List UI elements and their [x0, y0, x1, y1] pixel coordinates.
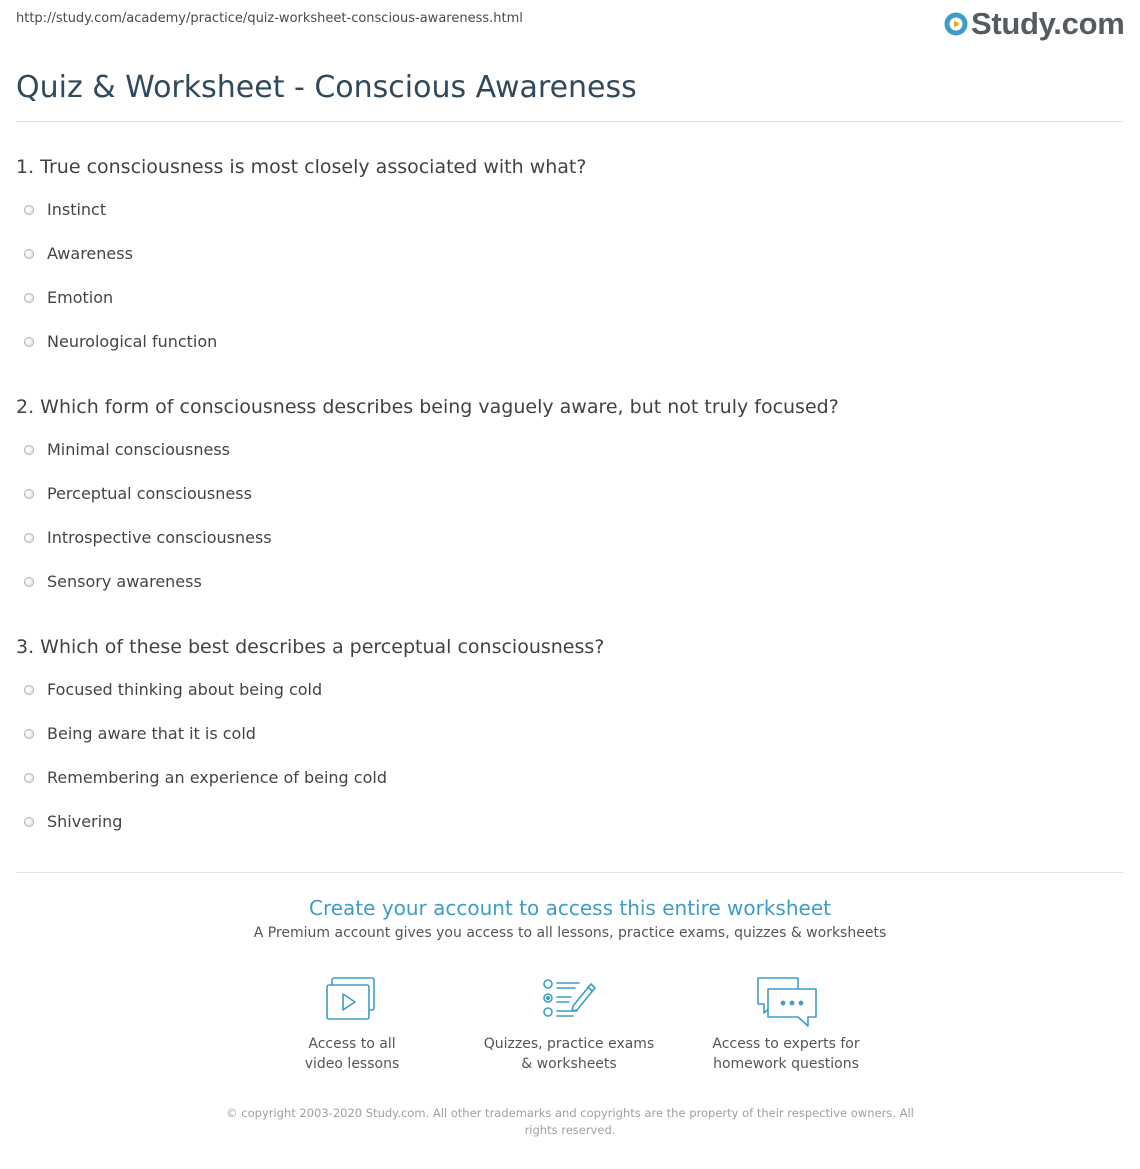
- option-label: Being aware that it is cold: [47, 724, 256, 743]
- option-label: Focused thinking about being cold: [47, 680, 323, 699]
- answer-option[interactable]: [24, 768, 387, 787]
- option-label: Awareness: [47, 244, 133, 263]
- radio-button[interactable]: [24, 293, 34, 303]
- answer-option[interactable]: [24, 724, 256, 743]
- feature-experts: [686, 976, 886, 1074]
- radio-button[interactable]: [24, 205, 34, 215]
- play-logo-icon: [944, 12, 968, 36]
- answer-option[interactable]: [24, 440, 230, 459]
- feature-label: Access to experts for homework questions: [712, 1036, 860, 1072]
- option-label: Neurological function: [47, 332, 218, 351]
- quiz-checklist-icon: [541, 976, 597, 1022]
- chat-bubbles-icon: [754, 976, 818, 1028]
- answer-option[interactable]: [24, 528, 272, 547]
- radio-button[interactable]: [24, 685, 34, 695]
- feature-quizzes: [469, 976, 669, 1074]
- option-label: Instinct: [47, 200, 107, 219]
- radio-button[interactable]: [24, 489, 34, 499]
- page-title: Quiz & Worksheet - Conscious Awareness: [16, 70, 637, 105]
- cta-subtitle: A Premium account gives you access to all lessons, practice exams, quizzes & worksheets: [253, 925, 887, 941]
- feature-label: Access to all video lessons: [304, 1036, 400, 1072]
- option-label: Shivering: [47, 812, 123, 831]
- option-label: Emotion: [47, 288, 114, 307]
- answer-option[interactable]: [24, 572, 202, 591]
- question-3: 3. Which of these best describes a perceptual consciousness?: [16, 636, 605, 658]
- create-account-link[interactable]: Create your account to access this entire worksheet: [309, 896, 831, 920]
- answer-option[interactable]: [24, 680, 322, 699]
- option-label: Perceptual consciousness: [47, 484, 252, 503]
- option-label: Remembering an experience of being cold: [47, 768, 387, 787]
- radio-button[interactable]: [24, 729, 34, 739]
- study-logo[interactable]: [944, 6, 1124, 42]
- video-lesson-icon: [325, 976, 379, 1022]
- section-divider: [16, 872, 1124, 873]
- answer-option[interactable]: [24, 812, 122, 831]
- feature-label: Quizzes, practice exams & worksheets: [483, 1036, 655, 1072]
- radio-button[interactable]: [24, 577, 34, 587]
- page-url: http://study.com/academy/practice/quiz-worksheet-conscious-awareness.html: [16, 11, 523, 26]
- radio-button[interactable]: [24, 249, 34, 259]
- radio-button[interactable]: [24, 337, 34, 347]
- answer-option[interactable]: [24, 484, 252, 503]
- answer-option[interactable]: [24, 332, 217, 351]
- title-divider: [16, 121, 1124, 122]
- option-label: Sensory awareness: [47, 572, 202, 591]
- answer-option[interactable]: [24, 244, 133, 263]
- option-label: Introspective consciousness: [47, 528, 272, 547]
- radio-button[interactable]: [24, 533, 34, 543]
- radio-button[interactable]: [24, 773, 34, 783]
- radio-button[interactable]: [24, 445, 34, 455]
- question-2: 2. Which form of consciousness describes being vaguely aware, but not truly focused?: [16, 396, 839, 418]
- feature-video-lessons: [252, 976, 452, 1074]
- radio-button[interactable]: [24, 817, 34, 827]
- answer-option[interactable]: [24, 200, 106, 219]
- answer-option[interactable]: [24, 288, 113, 307]
- question-1: 1. True consciousness is most closely associated with what?: [16, 156, 587, 178]
- option-label: Minimal consciousness: [47, 440, 230, 459]
- brand-name: Study.com: [971, 6, 1125, 41]
- copyright-footer: © copyright 2003-2020 Study.com. All other trademarks and copyrights are the property of their respective owners. All rights reserved.: [226, 1106, 914, 1137]
